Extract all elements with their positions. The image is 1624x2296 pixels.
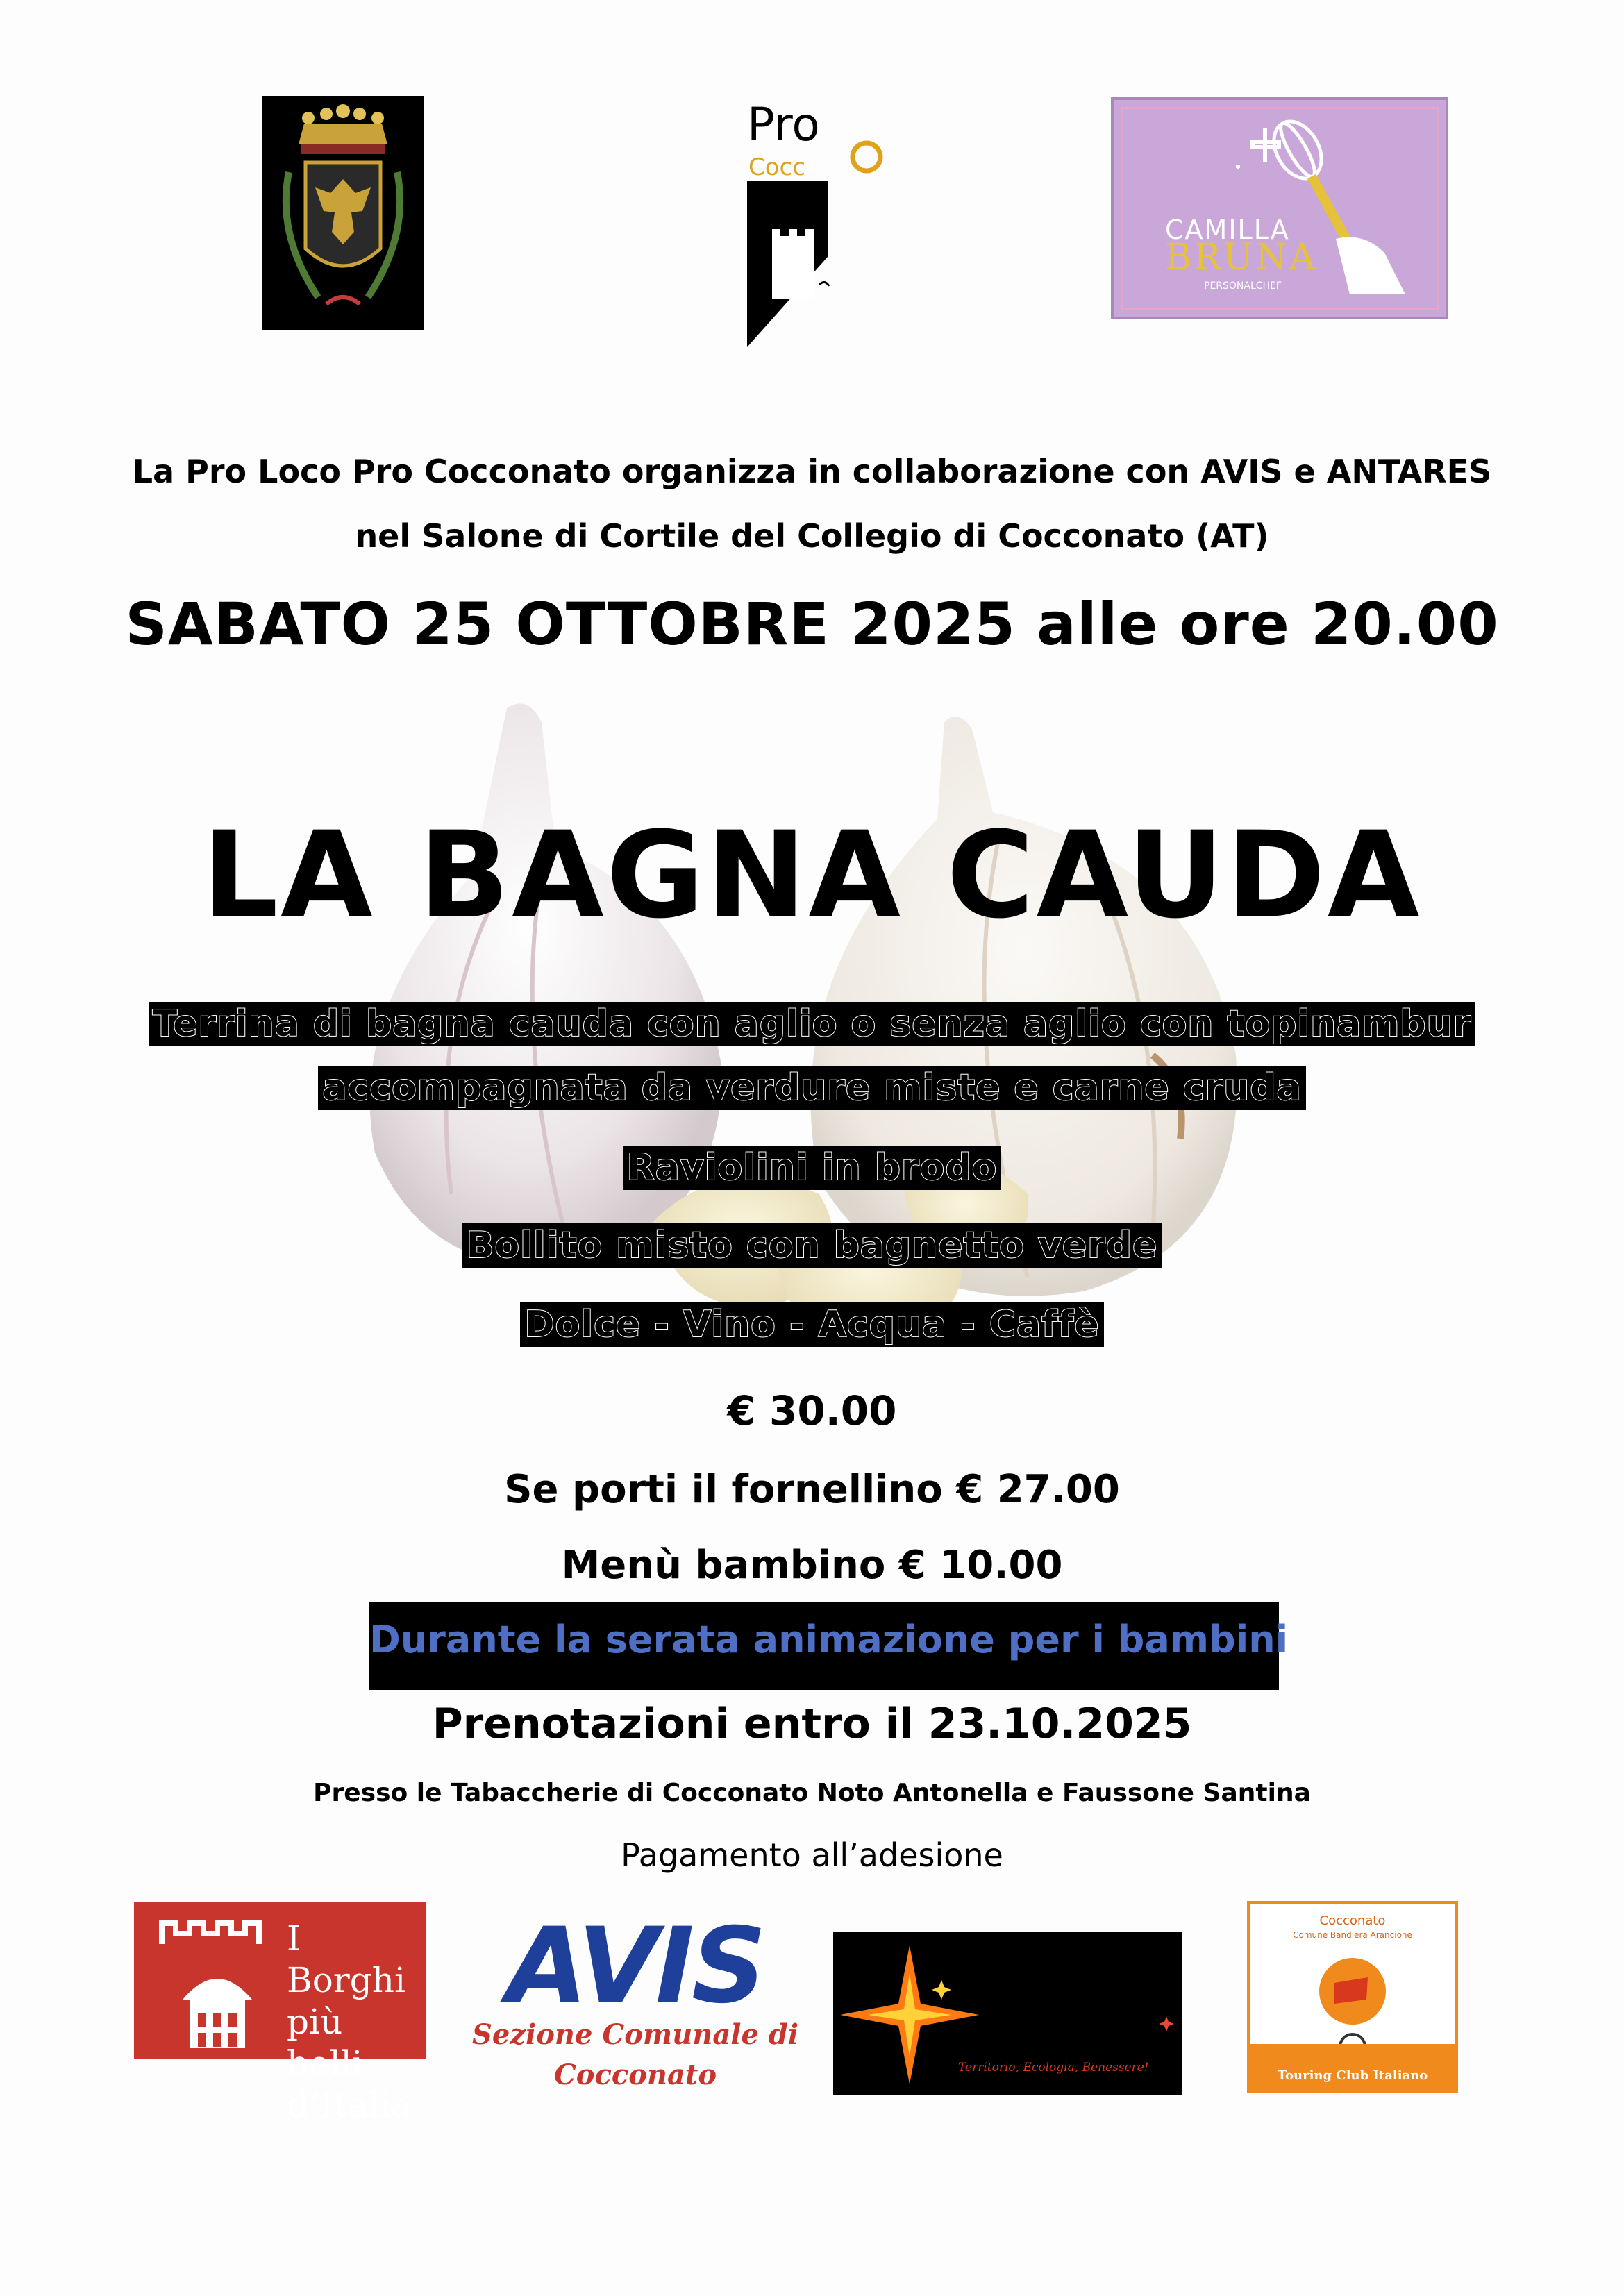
intro-line-venue: nel Salone di Cortile del Collegio di Cocconato (AT) bbox=[355, 517, 1269, 555]
borghi-line-1: I Borghi bbox=[287, 1918, 405, 2000]
animation-banner bbox=[369, 1602, 1289, 1690]
animation-text: Durante la serata animazione per i bambini bbox=[369, 1618, 1289, 1661]
avis-logo bbox=[469, 1906, 801, 2098]
proloco-text-pro: Pro bbox=[747, 98, 820, 151]
menu-item-text: Bollito misto con bagnetto verde bbox=[462, 1223, 1162, 1268]
borghi-line-3: d’Italia bbox=[287, 2085, 412, 2125]
bruna-text: BRUNA bbox=[1165, 237, 1318, 278]
price-main: € 30.00 bbox=[727, 1387, 897, 1434]
menu-item-raviolini bbox=[0, 1146, 1624, 1190]
main-title: LA BAGNA CAUDA bbox=[202, 805, 1422, 945]
menu-item-dolce bbox=[0, 1302, 1624, 1347]
castle-icon bbox=[148, 1902, 287, 2059]
price-kids-menu: Menù bambino € 10.00 bbox=[561, 1543, 1063, 1588]
menu-item-bollito bbox=[0, 1223, 1624, 1268]
antares-tagline: Territorio, Ecologia, Benessere! bbox=[958, 2061, 1149, 2075]
payment-note: Pagamento all’adesione bbox=[621, 1836, 1003, 1874]
menu-item-verdure bbox=[0, 1066, 1624, 1110]
camilla-bruna-logo bbox=[1111, 97, 1448, 319]
booking-locations: Presso le Tabaccherie di Cocconato Noto Antonella e Faussone Santina bbox=[313, 1779, 1311, 1807]
coat-of-arms-icon bbox=[262, 96, 424, 330]
menu-item-text: Terrina di bagna cauda con aglio o senza aglio con topinambur bbox=[149, 1002, 1476, 1046]
avis-sub-line-2: Cocconato bbox=[553, 2059, 717, 2091]
proloco-text-cocc: Cocc bbox=[748, 153, 805, 181]
touring-club-logo bbox=[1247, 1901, 1458, 2093]
borghi-line-2: più belli bbox=[287, 2002, 363, 2084]
coat-of-arms-logo bbox=[262, 96, 424, 330]
menu-item-text: Raviolini in brodo bbox=[623, 1146, 1002, 1190]
tower-icon bbox=[744, 97, 883, 347]
menu-item-text: Dolce - Vino - Acqua - Caffè bbox=[520, 1302, 1103, 1347]
whisk-icon bbox=[1114, 100, 1446, 317]
avis-sub-line-1: Sezione Comunale di bbox=[471, 2018, 799, 2051]
pro-loco-logo bbox=[744, 97, 883, 347]
price-with-stove: Se porti il fornellino € 27.00 bbox=[504, 1467, 1120, 1512]
touring-club-name: Touring Club Italiano bbox=[1277, 2068, 1428, 2083]
borghi-piu-belli-logo bbox=[134, 1902, 426, 2125]
antares-logo bbox=[833, 1932, 1182, 2095]
avis-wordmark: AVIS bbox=[507, 1906, 764, 2027]
camilla-text: CAMILLA bbox=[1165, 215, 1290, 245]
touring-flag-label: Comune Bandiera Arancione bbox=[1293, 1930, 1412, 1940]
menu-item-text: accompagnata da verdure miste e carne cruda bbox=[318, 1066, 1305, 1110]
touring-town: Cocconato bbox=[1319, 1913, 1386, 1928]
intro-line-organizer: La Pro Loco Pro Cocconato organizza in collaborazione con AVIS e ANTARES bbox=[132, 453, 1492, 490]
menu-item-terrina bbox=[0, 1002, 1624, 1046]
event-date: SABATO 25 OTTOBRE 2025 alle ore 20.00 bbox=[125, 590, 1499, 658]
personalchef-text: PERSONALCHEF bbox=[1204, 280, 1282, 292]
booking-deadline: Prenotazioni entro il 23.10.2025 bbox=[432, 1700, 1192, 1748]
